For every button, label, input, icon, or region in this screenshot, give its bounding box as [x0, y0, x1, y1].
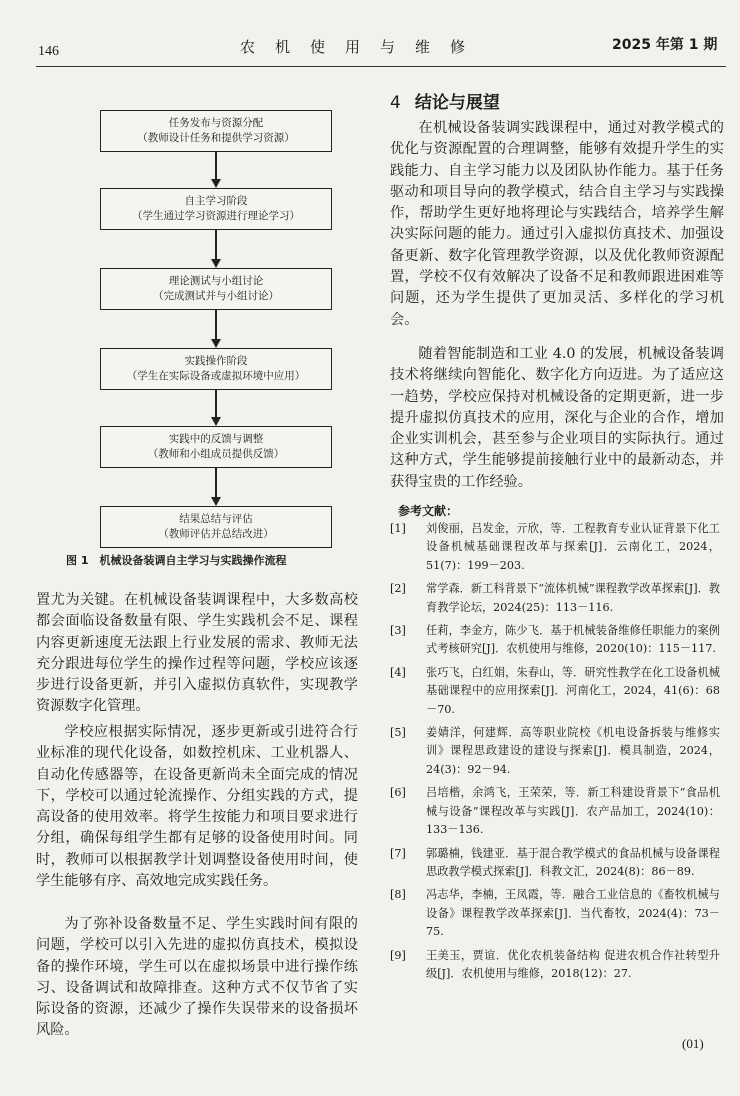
reference-item	[390, 520, 720, 575]
flow-box-practice	[100, 348, 332, 390]
right-paragraph-2: 随着智能制造和工业 4.0 的发展，机械设备装调技术将继续向智能化、数字化方向迈进。为了适应这一趋势，学校应保持对机械设备的定期更新，进一步提升虚拟仿真技术的应用，深化与企业的合作，增加企业实训机会，甚至参与企业项目的实际执行。通过这种方式，学生能够提前接触行业中的最新动态，并获得宝贵的工作经验。	[390, 346, 724, 490]
flow-box-title: 自主学习阶段	[184, 195, 248, 207]
flow-box-title: 理论测试与小组讨论	[168, 275, 264, 287]
reference-text: 常学森．新工科背景下“流体机械”课程教学改革探索[J]．教育教学论坛，2024(25)：113－116.	[426, 582, 720, 614]
flow-box-subtitle: （教师设计任务和提供学习资源）	[137, 132, 295, 144]
section-title: 结论与展望	[414, 93, 500, 113]
flow-box-title: 任务发布与资源分配	[168, 117, 264, 129]
reference-number: [1]	[390, 522, 406, 535]
flow-arrow	[215, 390, 217, 424]
reference-text: 刘俊丽，吕发金，亓欣，等．工程教育专业认证背景下化工设备机械基础课程改革与探索[J]．云南化工，2024，51(7)：199－203.	[426, 522, 720, 572]
reference-number: [2]	[390, 582, 406, 596]
reference-item	[390, 845, 720, 882]
reference-number: [9]	[390, 948, 406, 962]
reference-text: 姜婧洋，何建辉．高等职业院校《机电设备拆装与维修实训》课程思政建设的建设与探索[J]．模具制造，2024，24(3)：92－94.	[426, 726, 720, 776]
section-number: 4	[390, 93, 401, 113]
header-rule	[36, 66, 726, 67]
page-number: 146	[38, 44, 59, 59]
flow-box-title: 实践中的反馈与调整	[168, 433, 264, 445]
reference-item	[390, 784, 720, 839]
flow-box-title: 结果总结与评估	[179, 513, 253, 525]
journal-title: 农机使用与维修	[240, 38, 486, 56]
page-code: (01)	[682, 1036, 704, 1051]
references-heading: 参考文献：	[398, 504, 459, 518]
reference-text: 吕培楷，余鸿飞，王荣荣，等．新工科建设背景下“食品机械与设备”课程改革与实践[J]．农产品加工，2024(10)：133－136.	[426, 786, 720, 837]
reference-number: [8]	[390, 888, 406, 902]
reference-text: 王美玉，贾谊．优化农机装备结构 促进农机合作社转型升级[J]．农机使用与维修，2018(12)：27.	[426, 948, 720, 980]
reference-number: [7]	[390, 846, 406, 860]
flow-box-self-study	[100, 188, 332, 230]
reference-text: 任莉，李金方，陈少飞．基于机械装备维修任职能力的案例式考核研究[J]．农机使用与维修，2020(10)：115－117.	[426, 624, 720, 656]
reference-text: 冯志华，李楠，王凤霞，等．融合工业信息的《畜牧机械与设备》课程教学改革探索[J]．当代畜牧，2024(4)：73－75.	[426, 888, 720, 939]
left-paragraph-3: 为了弥补设备数量不足、学生实践时间有限的问题，学校可以引入先进的虚拟仿真技术，模拟设备的操作环境，学生可以在虚拟场景中进行操作练习、设备调试和故障排查。这种方式不仅节省了实际设备的资源，还减少了操作失误带来的设备损坏风险。	[36, 916, 358, 1039]
reference-text: 张巧飞，白红娟，朱春山，等．研究性教学在化工设备机械基础课程中的应用探索[J]．河南化工，2024，41(6)：68－70.	[426, 665, 720, 716]
right-paragraph-1: 在机械设备装调实践课程中，通过对教学模式的优化与资源配置的合理调整，能够有效提升学生的实践能力、自主学习能力以及团队协作能力。基于任务驱动和项目导向的教学模式，结合自主学习与实践操作，帮助学生更好地将理论与实践结合，培养学生解决实际问题的能力。通过引入虚拟仿真技术、加强设备更新、数字化管理教学资源，以及优化教师资源配置，学校不仅有效解决了设备不足和教师跟进困难等问题，还为学生提供了更加灵活、多样化的学习机会。	[390, 120, 724, 328]
flow-box-test-discussion	[100, 268, 332, 310]
issue-label: 2025 年第 1 期	[612, 37, 718, 53]
flow-box-subtitle: （完成测试并与小组讨论）	[153, 290, 279, 302]
flow-box-subtitle: （学生在实际设备或虚拟环境中应用）	[126, 370, 306, 382]
flow-box-summary	[100, 506, 332, 548]
reference-number: [3]	[390, 624, 406, 638]
reference-item	[390, 724, 720, 779]
reference-item	[390, 886, 720, 941]
reference-text: 郭璐楠，钱建亚．基于混合教学模式的食品机械与设备课程思政教学模式探索[J]．科教文汇，2024(8)：86－89.	[426, 846, 720, 878]
left-paragraph-1: 置尤为关键。在机械设备装调课程中，大多数高校都会面临设备数量有限、学生实践机会不足、课程内容更新速度无法跟上行业发展的需求、教师无法充分跟进每位学生的操作过程等问题，学校应该逐步进行设备更新，并引入虚拟仿真软件，实现教学资源数字化管理。	[36, 592, 358, 715]
flow-box-feedback	[100, 426, 332, 468]
flow-arrow	[215, 468, 217, 504]
reference-number: [4]	[390, 665, 406, 679]
left-paragraph-2: 学校应根据实际情况，逐步更新或引进符合行业标准的现代化设备，如数控机床、工业机器人、自动化传感器等，在设备更新尚未全面完成的情况下，学校可以通过轮流操作、分组实践的方式，提高设备的使用效率。将学生按能力和项目要求进行分组，确保每组学生都有足够的设备使用时间。同时，教师可以根据教学计划调整设备使用时间，使学生能够有序、高效地完成实践任务。	[36, 724, 358, 890]
reference-number: [6]	[390, 786, 406, 800]
flow-box-subtitle: （教师评估并总结改进）	[158, 528, 274, 540]
reference-list	[390, 520, 720, 988]
reference-item	[390, 664, 720, 719]
flow-box-task-release	[100, 110, 332, 152]
reference-number: [5]	[390, 726, 406, 740]
flow-arrow	[215, 152, 217, 186]
section-heading	[390, 88, 500, 113]
flow-box-subtitle: （教师和小组成员提供反馈）	[147, 448, 285, 460]
reference-item	[390, 580, 720, 617]
flow-arrow	[215, 310, 217, 346]
reference-item	[390, 622, 720, 659]
flow-box-title: 实践操作阶段	[184, 355, 248, 367]
flow-arrow	[215, 230, 217, 266]
figure-caption: 图 1 机械设备装调自主学习与实践操作流程	[66, 554, 287, 567]
flow-box-subtitle: （学生通过学习资源进行理论学习）	[132, 210, 300, 222]
reference-item	[390, 947, 720, 984]
